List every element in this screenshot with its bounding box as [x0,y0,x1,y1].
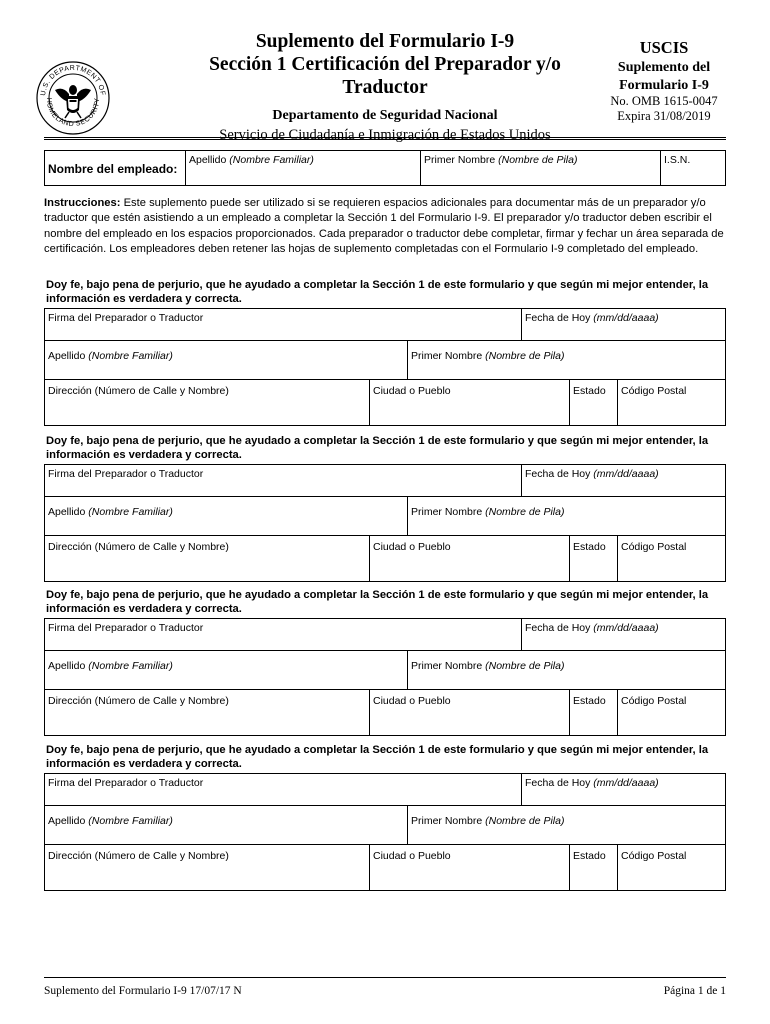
date-label: Fecha de Hoy [525,312,591,324]
preparer-first-name-label: Primer Nombre [411,815,483,827]
city-field[interactable] [369,379,569,425]
address-field[interactable] [45,689,369,735]
footer-divider [44,977,726,978]
state-field[interactable] [569,379,617,425]
preparer-first-name-label: Primer Nombre [411,506,483,518]
date-field[interactable] [521,619,725,650]
zip-field[interactable] [617,379,725,425]
city-label: Ciudad o Pueblo [373,385,451,397]
state-label: Estado [573,695,606,707]
preparer-last-name-field[interactable] [45,650,407,689]
svg-text:HOMELAND SECURITY: HOMELAND SECURITY [44,97,102,129]
employee-last-name-hint: (Nombre Familiar) [229,154,314,166]
address-field[interactable] [45,379,369,425]
signature-field[interactable] [45,774,521,805]
date-hint: (mm/dd/aaaa) [593,622,659,634]
certification-statement: Doy fe, bajo pena de perjurio, que he ayudado a completar la Sección 1 de este formulario y que según mi mejor entender, la información es verdadera y correcta. [46,744,709,770]
certification-block-4 [44,743,726,891]
certification-statement: Doy fe, bajo pena de perjurio, que he ayudado a completar la Sección 1 de este formulario y que según mi mejor entender, la información es verdadera y correcta. [46,279,709,305]
signature-field[interactable] [45,465,521,496]
preparer-last-name-label: Apellido [48,350,86,362]
zip-label: Código Postal [621,850,687,862]
date-field[interactable] [521,774,725,805]
date-hint: (mm/dd/aaaa) [593,777,659,789]
state-label: Estado [573,850,606,862]
certification-statement: Doy fe, bajo pena de perjurio, que he ayudado a completar la Sección 1 de este formulario y que según mi mejor entender, la información es verdadera y correcta. [46,435,709,461]
dhs-seal-icon [35,60,111,136]
date-label: Fecha de Hoy [525,622,591,634]
city-label: Ciudad o Pueblo [373,850,451,862]
instructions [44,196,726,258]
state-field[interactable] [569,689,617,735]
title-block [170,30,600,145]
preparer-last-name-label: Apellido [48,815,86,827]
preparer-last-name-hint: (Nombre Familiar) [88,815,173,827]
preparer-first-name-hint: (Nombre de Pila) [485,506,565,518]
address-label: Dirección (Número de Calle y Nombre) [48,695,229,707]
zip-field[interactable] [617,689,725,735]
employee-name-table [44,150,726,186]
certification-grid [44,618,726,736]
employee-first-name-hint: (Nombre de Pila) [498,154,578,166]
city-label: Ciudad o Pueblo [373,541,451,553]
address-label: Dirección (Número de Calle y Nombre) [48,385,229,397]
certification-block-3 [44,588,726,736]
preparer-first-name-field[interactable] [407,805,725,844]
instructions-text: Este suplemento puede ser utilizado si se requieren espacios adicionales para documentar más de un preparador y/o traductor que estén asistiendo a un empleado a completar la Sección 1 del Formulario I-9. El preparador y/o traductor deben escribir el nombre del empleado en los espacios proporcionados. Cada preparador o traductor debe completar, firmar y fechar un área separada de certificación. Los empleadores deben retener las hojas de suplemento completadas con el Formulario I-9 completado del empleado. [44,197,724,256]
preparer-last-name-label: Apellido [48,506,86,518]
employee-last-name-field[interactable] [186,151,421,185]
zip-label: Código Postal [621,385,687,397]
header-divider [44,137,726,140]
signature-label: Firma del Preparador o Traductor [48,312,204,324]
omb-number: No. OMB 1615-0047 [610,94,718,108]
preparer-first-name-hint: (Nombre de Pila) [485,660,565,672]
zip-label: Código Postal [621,541,687,553]
preparer-last-name-hint: (Nombre Familiar) [88,350,173,362]
employee-first-name-label: Primer Nombre [424,154,496,166]
state-field[interactable] [569,535,617,581]
signature-field[interactable] [45,619,521,650]
instructions-heading: Instrucciones: [44,197,121,209]
date-hint: (mm/dd/aaaa) [593,312,659,324]
preparer-last-name-hint: (Nombre Familiar) [88,506,173,518]
preparer-first-name-field[interactable] [407,496,725,535]
preparer-first-name-hint: (Nombre de Pila) [485,815,565,827]
date-label: Fecha de Hoy [525,777,591,789]
date-field[interactable] [521,309,725,340]
agency-name: USCIS [639,38,689,57]
preparer-last-name-field[interactable] [45,805,407,844]
form-header [0,0,770,150]
supplement-line2: Formulario I-9 [619,78,709,93]
signature-label: Firma del Preparador o Traductor [48,622,204,634]
state-label: Estado [573,541,606,553]
uscis-block [598,38,730,124]
preparer-first-name-label: Primer Nombre [411,350,483,362]
employee-last-name-label: Apellido [189,154,227,166]
date-field[interactable] [521,465,725,496]
city-label: Ciudad o Pueblo [373,695,451,707]
certification-grid [44,308,726,426]
city-field[interactable] [369,844,569,890]
department-name: Departamento de Seguridad Nacional [272,108,498,123]
employee-name-label: Nombre del empleado: [45,151,186,185]
zip-field[interactable] [617,844,725,890]
preparer-last-name-label: Apellido [48,660,86,672]
employee-mi-field[interactable] [661,151,725,185]
city-field[interactable] [369,689,569,735]
address-field[interactable] [45,535,369,581]
address-label: Dirección (Número de Calle y Nombre) [48,850,229,862]
employee-first-name-field[interactable] [421,151,661,185]
service-name: Servicio de Ciudadanía e Inmigración de Estados Unidos [219,127,551,143]
form-subtitle: Sección 1 Certificación del Preparador y/o Traductor [209,54,561,98]
preparer-first-name-field[interactable] [407,340,725,379]
preparer-last-name-field[interactable] [45,340,407,379]
preparer-last-name-field[interactable] [45,496,407,535]
date-label: Fecha de Hoy [525,468,591,480]
certification-grid [44,773,726,891]
preparer-first-name-hint: (Nombre de Pila) [485,350,565,362]
state-label: Estado [573,385,606,397]
certification-block-2 [44,434,726,582]
preparer-last-name-hint: (Nombre Familiar) [88,660,173,672]
preparer-first-name-label: Primer Nombre [411,660,483,672]
state-field[interactable] [569,844,617,890]
form-edition: Suplemento del Formulario I-9 17/07/17 N [44,985,242,997]
expiration-date: Expira 31/08/2019 [617,109,711,123]
address-field[interactable] [45,844,369,890]
certification-block-1 [44,278,726,426]
supplement-line1: Suplemento del [617,60,711,75]
zip-label: Código Postal [621,695,687,707]
city-field[interactable] [369,535,569,581]
page-number: Página 1 de 1 [663,985,726,997]
signature-label: Firma del Preparador o Traductor [48,777,204,789]
form-title: Suplemento del Formulario I-9 [255,31,515,52]
signature-label: Firma del Preparador o Traductor [48,468,204,480]
svg-text:U.S. DEPARTMENT OF: U.S. DEPARTMENT OF [40,64,106,97]
certification-grid [44,464,726,582]
signature-field[interactable] [45,309,521,340]
certification-statement: Doy fe, bajo pena de perjurio, que he ayudado a completar la Sección 1 de este formulario y que según mi mejor entender, la información es verdadera y correcta. [46,589,709,615]
employee-mi-label: I.S.N. [664,154,691,166]
zip-field[interactable] [617,535,725,581]
preparer-first-name-field[interactable] [407,650,725,689]
address-label: Dirección (Número de Calle y Nombre) [48,541,229,553]
date-hint: (mm/dd/aaaa) [593,468,659,480]
